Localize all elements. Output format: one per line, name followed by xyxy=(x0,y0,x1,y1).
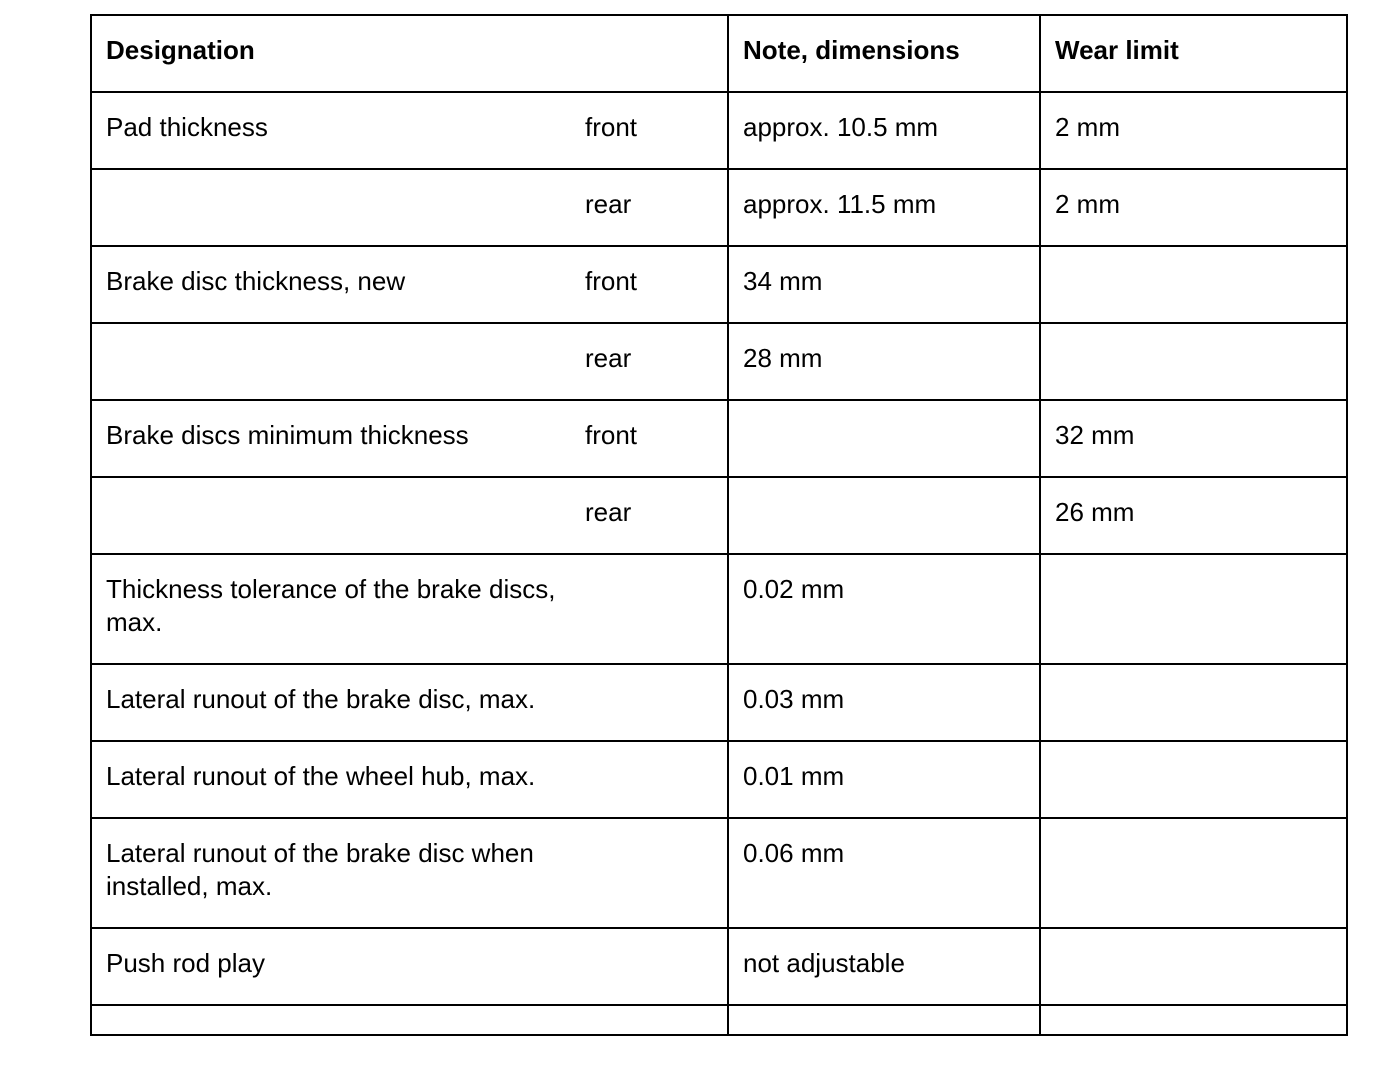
table-row xyxy=(91,664,1347,741)
note-cell: 28 mm xyxy=(728,323,1040,400)
position-text: front xyxy=(585,266,638,296)
position-text: rear xyxy=(585,189,632,219)
table-row xyxy=(91,400,1347,477)
table-row xyxy=(91,92,1347,169)
designation-text: Lateral runout of the brake disc when installed, max. xyxy=(106,838,534,901)
note-cell: 0.02 mm xyxy=(728,554,1040,664)
note-cell: approx. 10.5 mm xyxy=(728,92,1040,169)
table-row xyxy=(91,169,1347,246)
wear-cell: 2 mm xyxy=(1040,169,1347,246)
designation-text: Pad thickness xyxy=(106,112,268,142)
designation-text: Lateral runout of the brake disc, max. xyxy=(106,684,536,714)
designation-cell xyxy=(91,1005,728,1035)
designation-cell xyxy=(91,323,728,400)
designation-cell xyxy=(91,664,728,741)
wear-cell xyxy=(1040,246,1347,323)
table-row xyxy=(91,1005,1347,1035)
note-cell: approx. 11.5 mm xyxy=(728,169,1040,246)
note-cell: not adjustable xyxy=(728,928,1040,1005)
designation-cell xyxy=(91,554,728,664)
designation-text: Thickness tolerance of the brake discs, max. xyxy=(106,574,556,637)
wear-cell xyxy=(1040,928,1347,1005)
wear-cell xyxy=(1040,818,1347,928)
wear-cell xyxy=(1040,1005,1347,1035)
designation-text: Brake discs minimum thickness xyxy=(106,420,469,450)
designation-text: Lateral runout of the wheel hub, max. xyxy=(106,761,536,791)
header-designation: Designation xyxy=(91,15,728,92)
wear-cell: 2 mm xyxy=(1040,92,1347,169)
wear-cell xyxy=(1040,741,1347,818)
designation-cell xyxy=(91,400,728,477)
designation-cell xyxy=(91,92,728,169)
wear-cell: 26 mm xyxy=(1040,477,1347,554)
designation-cell xyxy=(91,169,728,246)
wear-cell xyxy=(1040,664,1347,741)
header-wear-limit: Wear limit xyxy=(1040,15,1347,92)
brake-spec-table xyxy=(90,14,1348,1036)
wear-cell: 32 mm xyxy=(1040,400,1347,477)
designation-text: Push rod play xyxy=(106,948,265,978)
designation-cell xyxy=(91,741,728,818)
table-row xyxy=(91,741,1347,818)
designation-cell xyxy=(91,477,728,554)
table-row xyxy=(91,477,1347,554)
designation-cell xyxy=(91,818,728,928)
note-cell xyxy=(728,400,1040,477)
table-row xyxy=(91,928,1347,1005)
designation-text: Brake disc thickness, new xyxy=(106,266,406,296)
note-cell xyxy=(728,1005,1040,1035)
wear-cell xyxy=(1040,323,1347,400)
position-text: rear xyxy=(585,497,632,527)
table-header-row xyxy=(91,15,1347,92)
table-row xyxy=(91,323,1347,400)
designation-cell xyxy=(91,928,728,1005)
note-cell xyxy=(728,477,1040,554)
table-row xyxy=(91,554,1347,664)
note-cell: 0.01 mm xyxy=(728,741,1040,818)
note-cell: 0.03 mm xyxy=(728,664,1040,741)
position-text: rear xyxy=(585,343,632,373)
note-cell: 34 mm xyxy=(728,246,1040,323)
header-note-dimensions: Note, dimensions xyxy=(728,15,1040,92)
table-row xyxy=(91,818,1347,928)
wear-cell xyxy=(1040,554,1347,664)
position-text: front xyxy=(585,112,638,142)
position-text: front xyxy=(585,420,638,450)
designation-cell xyxy=(91,246,728,323)
note-cell: 0.06 mm xyxy=(728,818,1040,928)
table-row xyxy=(91,246,1347,323)
